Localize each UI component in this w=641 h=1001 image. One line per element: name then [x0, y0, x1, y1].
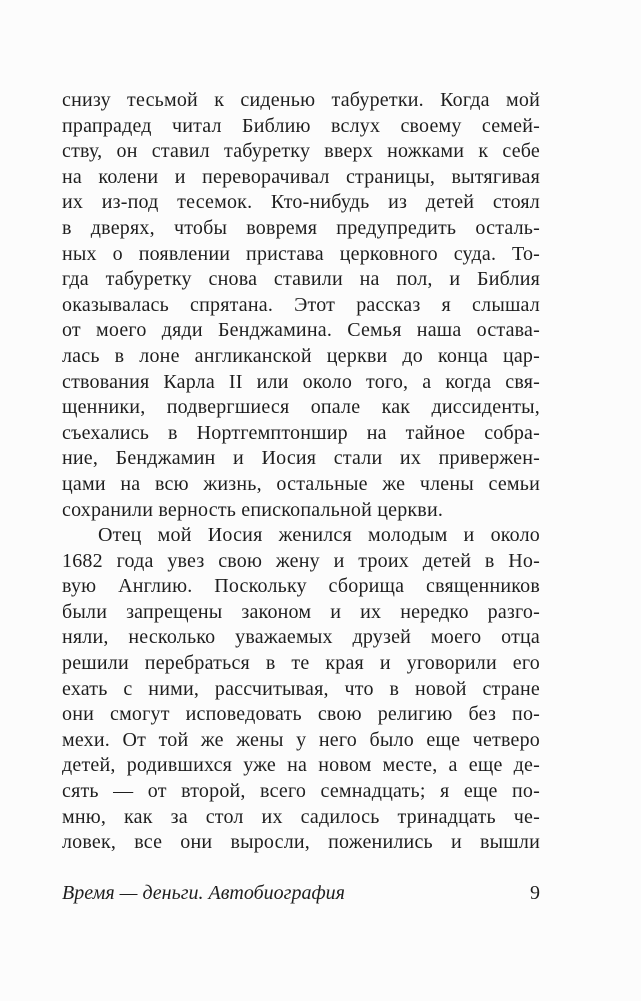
text-line: ствования Карла II или около того, а когда свя-	[62, 370, 540, 393]
text-block	[62, 88, 540, 856]
text-line: в дверях, чтобы вовремя предупредить осталь-	[62, 216, 540, 239]
text-line: оказывалась спрятана. Этот рассказ я слышал	[62, 293, 540, 316]
text-line: прапрадед читал Библию вслух своему семей-	[62, 114, 540, 137]
text-line: няли, несколько уважаемых друзей моего отца	[62, 626, 540, 649]
text-line: мню, как за стол их садилось тринадцать че-	[62, 805, 540, 828]
text-line: их из-под тесемок. Кто-нибудь из детей стоял	[62, 191, 540, 214]
text-line: вую Англию. Поскольку сборища священников	[62, 575, 540, 598]
text-line: они смогут исповедовать свою религию без по-	[62, 703, 540, 726]
text-line: снизу тесьмой к сиденью табуретки. Когда мой	[62, 89, 540, 111]
text-line: гда табуретку снова ставили на пол, и Библия	[62, 268, 540, 291]
running-title: Время — деньги. Автобиография	[62, 882, 345, 904]
text-line: ству, он ставил табуретку вверх ножками к себе	[62, 140, 540, 163]
text-line: решили перебраться в те края и уговорили его	[62, 652, 540, 675]
text-line: сохранили верность епископальной церкви.	[62, 498, 444, 521]
text-line: мехи. От той же жены у него было еще четверо	[62, 728, 540, 751]
text-line: были запрещены законом и их нередко разго-	[62, 600, 540, 623]
page-number: 9	[530, 882, 540, 904]
text-line: ловек, все они выросли, поженились и вышли	[62, 831, 540, 854]
text-line: 1682 года увез свою жену и троих детей в Но-	[62, 549, 540, 572]
text-line: Отец мой Иосия женился молодым и около	[98, 524, 540, 547]
text-line: от моего дяди Бенджамина. Семья наша остава-	[62, 319, 540, 342]
text-line: цами на всю жизнь, остальные же члены семьи	[62, 472, 540, 495]
text-line: ных о появлении пристава церковного суда. То-	[62, 242, 540, 265]
text-line: ехать с ними, рассчитывая, что в новой стране	[62, 677, 540, 700]
text-line: на колени и переворачивал страницы, вытягивая	[62, 165, 540, 188]
text-line: детей, родившихся уже на новом месте, а еще де-	[62, 754, 540, 777]
text-line: лась в лоне англиканской церкви до конца цар-	[62, 344, 540, 367]
text-line: съехались в Нортгемптоншир на тайное собра-	[62, 421, 540, 444]
text-line: щенники, подвергшиеся опале как диссиденты,	[62, 396, 540, 419]
text-line: сять — от второй, всего семнадцать; я еще по-	[62, 780, 540, 803]
page-footer	[62, 880, 540, 906]
text-line: ние, Бенджамин и Иосия стали их привержен-	[62, 447, 540, 470]
